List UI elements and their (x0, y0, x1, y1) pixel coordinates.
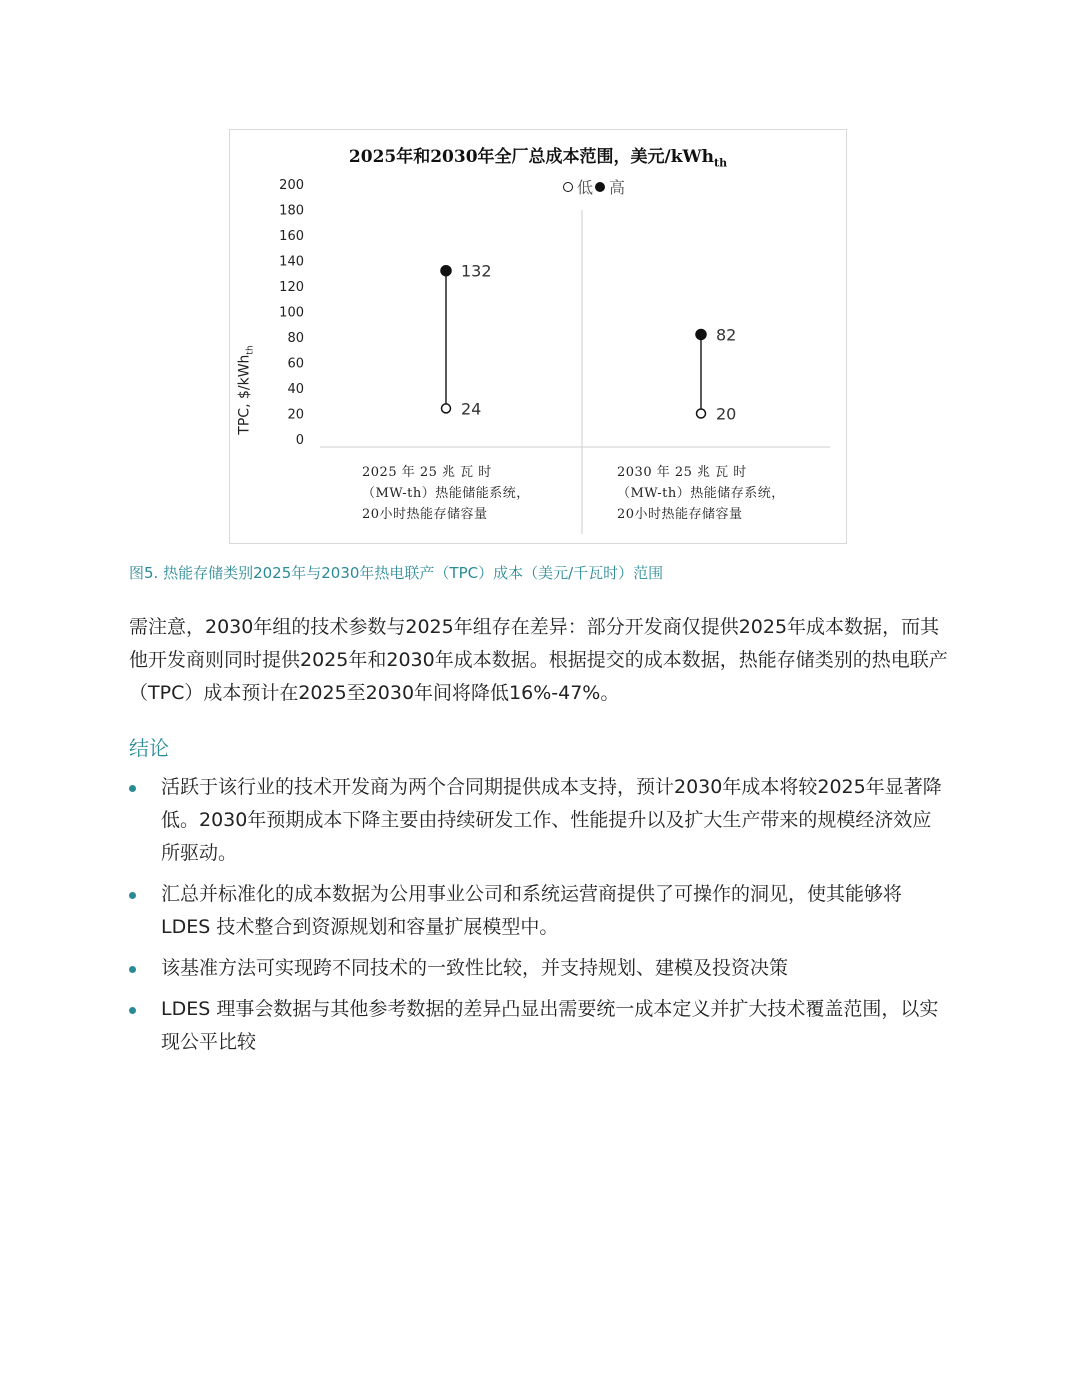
y-tick-label: 100 (279, 305, 304, 321)
category-label-2030: 2030 年 25 兆 瓦 时 （MW-th）热能储存系统，20小时热能存储容量 (617, 465, 785, 522)
conclusion-list (129, 771, 949, 1067)
list-item: 活跃于该行业的技术开发商为两个合同期提供成本支持，预计2030年成本将较2025年显著降低。2030年预期成本下降主要由持续研发工作、性能提升以及扩大生产带来的规模经济效应所驱动。 (129, 771, 949, 870)
list-item: 该基准方法可实现跨不同技术的一致性比较，并支持规划、建模及投资决策 (129, 952, 949, 985)
low-data-label: 24 (461, 399, 482, 419)
list-item: 汇总并标准化的成本数据为公用事业公司和系统运营商提供了可操作的洞见，使其能够将 LDES 技术整合到资源规划和容量扩展模型中。 (129, 878, 949, 944)
y-tick-label: 200 (279, 178, 304, 193)
category-label-2025: 2025 年 25 兆 瓦 时 （MW-th）热能储能系统，20小时热能存储容量 (362, 465, 530, 522)
low-point (697, 409, 706, 418)
legend-high-label: 高 (609, 178, 626, 197)
y-tick-label: 120 (279, 280, 304, 295)
high-point (696, 329, 706, 339)
y-tick-label: 40 (287, 382, 304, 397)
chart-title: 2025年和2030年全厂总成本范围，美元/kWh$_{th}$ (348, 147, 728, 170)
y-tick-label: 160 (279, 229, 304, 244)
high-data-label: 82 (716, 325, 737, 345)
figure (229, 129, 847, 544)
high-point (441, 266, 451, 276)
y-tick-label: 180 (279, 203, 304, 219)
y-tick-label: 20 (287, 407, 304, 423)
y-tick-label: 60 (287, 356, 304, 372)
y-tick-label: 80 (287, 331, 304, 346)
legend-low-label: 低 (577, 178, 594, 197)
y-axis-label: TPC, $/kWh$_{th}$ (236, 345, 256, 435)
bullet-icon (129, 966, 136, 973)
bullet-icon (129, 1007, 136, 1014)
figure-caption: 图5. 热能存储类别2025年与2030年热电联产（TPC）成本（美元/千瓦时）范围 (129, 564, 664, 582)
bullet-icon (129, 785, 136, 792)
section-title: 结论 (129, 736, 169, 760)
low-data-label: 20 (716, 404, 737, 424)
y-tick-label: 0 (295, 433, 304, 448)
bullet-icon (129, 892, 136, 899)
list-item: LDES 理事会数据与其他参考数据的差异凸显出需要统一成本定义并扩大技术覆盖范围，以实现公平比较 (129, 993, 949, 1059)
body-paragraph: 需注意，2030年组的技术参数与2025年组存在差异：部分开发商仅提供2025年成本数据，而其他开发商则同时提供2025年和2030年成本数据。根据提交的成本数据，热能存储类别的热电联产（TPC）成本预计在2025至2030年间将降低16%-47%。 (129, 616, 948, 704)
high-data-label: 132 (461, 261, 492, 281)
low-point (442, 404, 451, 413)
y-tick-label: 140 (279, 254, 304, 270)
